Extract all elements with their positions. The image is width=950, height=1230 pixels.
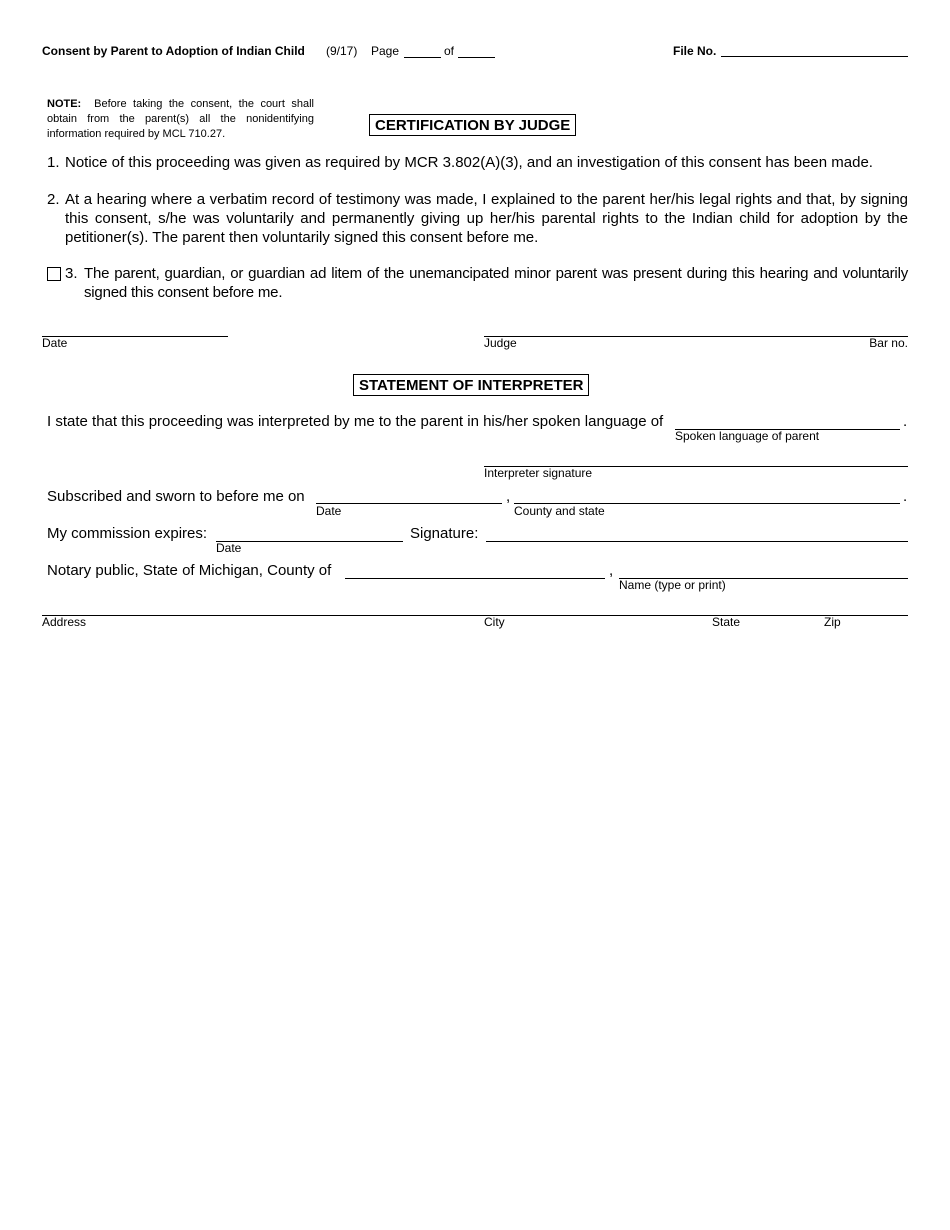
cert-date-field[interactable] — [42, 336, 228, 337]
cert-item-1 — [47, 153, 908, 173]
cert-item-1-number: 1. — [47, 154, 60, 171]
cert-item-3-checkbox[interactable] — [47, 267, 61, 281]
signature-text: Signature: — [410, 525, 479, 542]
sworn-text: Subscribed and sworn to before me on — [47, 488, 305, 505]
zip-label: Zip — [824, 615, 841, 629]
cert-item-1-text: Notice of this proceeding was given as required by MCR 3.802(A)(3), and an investigation of this consent has been made. — [65, 154, 873, 171]
interpreter-statement: I state that this proceeding was interpreted by me to the parent in his/her spoken language of — [47, 413, 664, 430]
address-label: Address — [42, 615, 87, 629]
bar-no-label: Bar no. — [869, 336, 908, 350]
commission-text: My commission expires: — [47, 525, 208, 542]
cert-item-3-text: The parent, guardian, or guardian ad litem of the unemancipated minor parent was present during this hearing and voluntarily signed this consent before me. — [84, 265, 908, 301]
notary-county-field[interactable] — [345, 578, 605, 579]
cert-item-2-text: At a hearing where a verbatim record of testimony was made, I explained to the parent her/his legal rights and that, by signing this consent, s/he was voluntarily and permanently giving up her/his parental rights to the Indian child for adoption by the petitioner(s). The parent then voluntarily signed this consent before me. — [65, 191, 908, 246]
file-no-label: File No. — [673, 44, 717, 58]
page-number-field[interactable] — [404, 57, 441, 58]
interpreter-signature-label: Interpreter signature — [484, 466, 593, 480]
page-total-field[interactable] — [458, 57, 495, 58]
interpreter-title: STATEMENT OF INTERPRETER — [353, 374, 589, 396]
address-field[interactable] — [42, 615, 908, 616]
sworn-period: . — [903, 488, 908, 505]
certification-title: CERTIFICATION BY JUDGE — [369, 114, 576, 136]
judge-signature-field[interactable] — [484, 336, 908, 337]
statement-period: . — [903, 413, 908, 430]
page-label: Page — [371, 44, 400, 58]
notary-signature-field[interactable] — [486, 541, 908, 542]
judge-label: Judge — [484, 336, 517, 350]
cert-item-3-number: 3. — [65, 265, 78, 282]
cert-item-3 — [65, 264, 908, 304]
sworn-date-field[interactable] — [316, 503, 502, 504]
form-title: Consent by Parent to Adoption of Indian Child — [42, 44, 305, 58]
sworn-date-label: Date — [316, 504, 342, 518]
form-revision: (9/17) — [326, 44, 358, 58]
file-no-field[interactable] — [721, 56, 908, 57]
commission-date-field[interactable] — [216, 541, 403, 542]
notary-text: Notary public, State of Michigan, County of — [47, 562, 332, 579]
sworn-comma: , — [506, 488, 511, 505]
county-state-label: County and state — [514, 504, 605, 518]
note-label: NOTE: — [47, 98, 82, 110]
note — [47, 97, 314, 142]
cert-item-2 — [47, 190, 908, 250]
page-of-label: of — [444, 44, 455, 58]
state-label: State — [712, 615, 741, 629]
cert-date-label: Date — [42, 336, 68, 350]
spoken-language-label: Spoken language of parent — [675, 429, 820, 443]
note-text: Before taking the consent, the court shall obtain from the parent(s) all the nonidentifying information required by MCL 710.27. — [47, 98, 314, 140]
city-label: City — [484, 615, 505, 629]
notary-name-label: Name (type or print) — [619, 578, 726, 592]
cert-item-2-number: 2. — [47, 191, 60, 208]
notary-comma: , — [609, 562, 614, 579]
commission-date-label: Date — [216, 541, 242, 555]
